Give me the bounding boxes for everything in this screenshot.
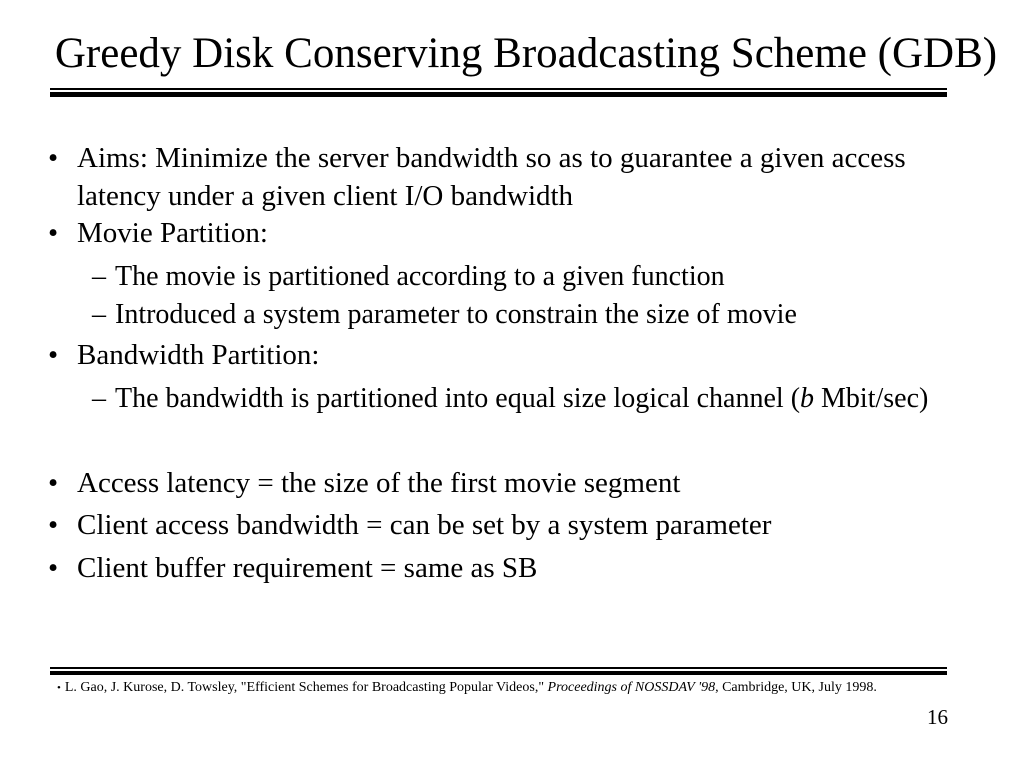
- bullet-marker: •: [48, 509, 59, 541]
- dash-marker: –: [92, 261, 106, 292]
- footer-rule-thick: [50, 671, 947, 675]
- bullet-marker: •: [48, 467, 59, 499]
- bullet-text: Client buffer requirement = same as SB: [77, 552, 538, 584]
- bullet-marker: •: [48, 217, 59, 249]
- title-rule-thin: [50, 88, 947, 90]
- footer-rule-thin: [50, 667, 947, 669]
- bullet-text: [77, 139, 906, 215]
- footnote-text-italic: Proceedings of NOSSDAV '98: [547, 680, 716, 695]
- bullet-text: The movie is partitioned according to a given function: [115, 261, 725, 292]
- bullet-line: Aims: Minimize the server bandwidth so as to guarantee a given access: [77, 142, 906, 174]
- bullet-line: latency under a given client I/O bandwidth: [77, 180, 574, 212]
- bullet-text: Introduced a system parameter to constrain the size of movie: [115, 299, 797, 330]
- bullet-text: [115, 380, 928, 418]
- dash-marker: –: [92, 383, 106, 414]
- footnote-bullet: •: [57, 682, 61, 694]
- bullet-marker: •: [48, 142, 59, 174]
- bullet-text-italic-b: b: [800, 383, 815, 414]
- slide-title: Greedy Disk Conserving Broadcasting Scheme (GDB): [54, 30, 998, 77]
- footnote: [57, 680, 877, 696]
- bullet-text: Client access bandwidth = can be set by a system parameter: [77, 509, 772, 541]
- bullet-text: Movie Partition:: [77, 217, 268, 249]
- footnote-text-pre: L. Gao, J. Kurose, D. Towsley, "Efficient Schemes for Broadcasting Popular Videos,": [64, 680, 548, 695]
- page-number: 16: [927, 705, 948, 729]
- dash-marker: –: [92, 299, 106, 330]
- bullet-text-pre: The bandwidth is partitioned into equal size logical channel (: [115, 383, 801, 414]
- title-rule-thick: [50, 92, 947, 97]
- bullet-marker: •: [48, 339, 59, 371]
- bullet-marker: •: [48, 552, 59, 584]
- bullet-text: Access latency = the size of the first movie segment: [77, 467, 681, 499]
- bullet-text: Bandwidth Partition:: [77, 339, 320, 371]
- bullet-text-post: Mbit/sec): [814, 383, 929, 414]
- footnote-text-post: , Cambridge, UK, July 1998.: [715, 680, 877, 695]
